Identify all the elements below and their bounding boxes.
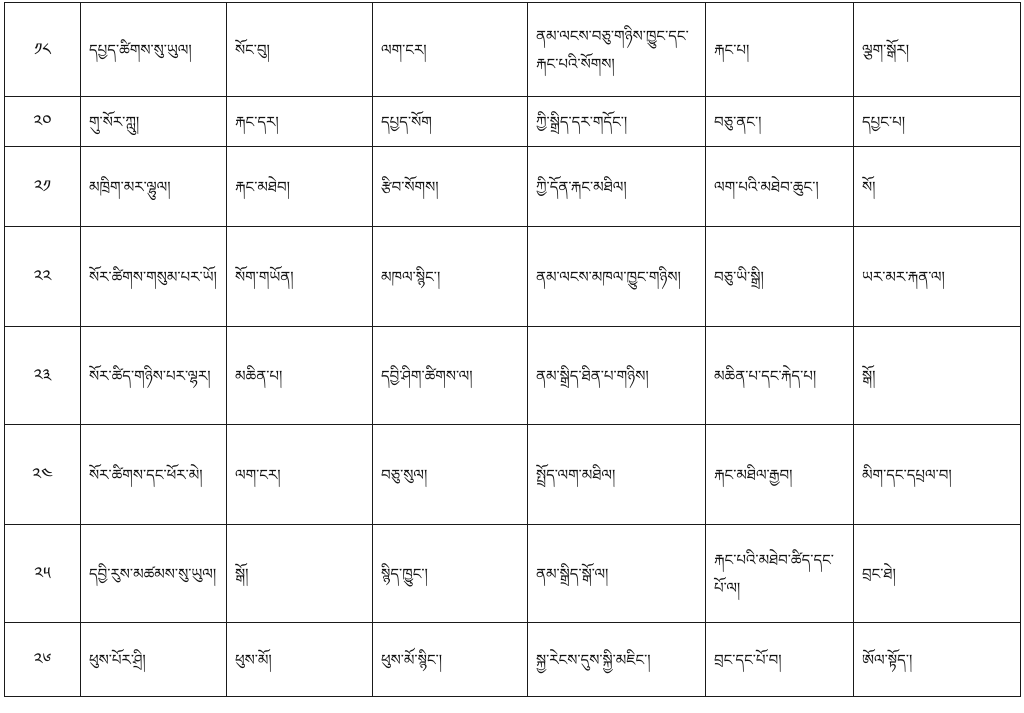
table-cell: ནམ་ལངས་མཁལ་ཁྱུང་གཉིས། bbox=[528, 227, 706, 327]
table-cell: བྲང་ཐེ། bbox=[854, 525, 1021, 623]
row-number-cell: ༢༤ bbox=[5, 425, 81, 525]
table-cell: དཔྱད་སོག bbox=[373, 97, 528, 147]
table-cell: དབྱི་རུས་མཚམས་སུ་ཡུལ། bbox=[81, 525, 227, 623]
table-cell: ཕུས་མོ་སྙིང་། bbox=[373, 623, 528, 697]
table-cell: བྲང་དང་པོ་བ། bbox=[706, 623, 854, 697]
table-cell: སོར་ཚིགས་དང་ཕོར་མེ། bbox=[81, 425, 227, 525]
row-number-cell: ༢༠ bbox=[5, 97, 81, 147]
table-cell: གུ་སོར་ཀླུ། bbox=[81, 97, 227, 147]
table-cell: རྐང་པ། bbox=[706, 3, 854, 97]
row-number-cell: ༡༨ bbox=[5, 3, 81, 97]
table-row bbox=[5, 147, 1021, 227]
row-number-cell: ༢༡ bbox=[5, 147, 81, 227]
table-cell: རྐང་དར། bbox=[227, 97, 373, 147]
table-cell: ལག་ངར། bbox=[373, 3, 528, 97]
table-cell: བཅུ་ནང་། bbox=[706, 97, 854, 147]
table-cell: མཆིན་པ་དང་རྐེད་པ། bbox=[706, 327, 854, 425]
table-cell: སྒོ། bbox=[227, 525, 373, 623]
table-cell: བཅུ་སུལ། bbox=[373, 425, 528, 525]
row-number-cell: ༢༣ bbox=[5, 327, 81, 425]
table-cell: ཡར་མར་རྐན་ལ། bbox=[854, 227, 1021, 327]
table-cell: སྒོ། bbox=[854, 327, 1021, 425]
table-row bbox=[5, 623, 1021, 697]
table-row bbox=[5, 227, 1021, 327]
table-cell: རྩིབ་སོགས། bbox=[373, 147, 528, 227]
table-cell: སོང་བུ། bbox=[227, 3, 373, 97]
table-cell: རྐང་མཐིལ་རྒྱབ། bbox=[706, 425, 854, 525]
table-row bbox=[5, 3, 1021, 97]
table-cell: ཀྱི་སྒྲིད་དར་གདོང་། bbox=[528, 97, 706, 147]
table-cell: སྙིད་ཁྱུང་། bbox=[373, 525, 528, 623]
table-cell: སོར་ཚིད་གཉིས་པར་ལྷར། bbox=[81, 327, 227, 425]
table-cell: ནམ་ལངས་བཅུ་གཉིས་ཁྱུང་དང་རྐང་པའི་སོགས། bbox=[528, 3, 706, 97]
table-cell: སོག་གཡོན། bbox=[227, 227, 373, 327]
table-cell: ཀྱི་དོན་རྐང་མཐིལ། bbox=[528, 147, 706, 227]
table-cell: ནམ་སྒྲིད་སྒོ་ལ། bbox=[528, 525, 706, 623]
table-row bbox=[5, 327, 1021, 425]
table-cell: མཁྲིག་མར་ལྷུལ། bbox=[81, 147, 227, 227]
table-cell: རྐང་མཐེབ། bbox=[227, 147, 373, 227]
table-cell: མཆིན་པ། bbox=[227, 327, 373, 425]
table-cell: ལྕག་སྒོར། bbox=[854, 3, 1021, 97]
table-cell: སྤྲོད་ལག་མཐིལ། bbox=[528, 425, 706, 525]
table-cell: སོར་ཚིགས་གསུམ་པར་ཡོ། bbox=[81, 227, 227, 327]
table-cell: སོ། bbox=[854, 147, 1021, 227]
row-number-cell: ༢༦ bbox=[5, 623, 81, 697]
data-table bbox=[4, 2, 1021, 697]
row-number-cell: ༢༥ bbox=[5, 525, 81, 623]
table-cell: ཨོལ་སྟོད་། bbox=[854, 623, 1021, 697]
table-cell: སྐྱ་རེངས་དུས་སྐྱི་མཇིང་། bbox=[528, 623, 706, 697]
table-cell: བཅུ་ཡི་སྒྲི། bbox=[706, 227, 854, 327]
table-cell: དཔྱད་ཚིགས་སུ་ཡུལ། bbox=[81, 3, 227, 97]
row-number-cell: ༢༢ bbox=[5, 227, 81, 327]
table-cell: དབྱི་ཤིག་ཚིགས་ལ། bbox=[373, 327, 528, 425]
table-cell: དཔྱང་པ། bbox=[854, 97, 1021, 147]
table-row bbox=[5, 525, 1021, 623]
table-cell: མིག་དང་དཔྲལ་བ། bbox=[854, 425, 1021, 525]
table-row bbox=[5, 425, 1021, 525]
table-cell: ཕུས་མོ། bbox=[227, 623, 373, 697]
table-cell: ལག་ངར། bbox=[227, 425, 373, 525]
table-cell: ལག་པའི་མཐེབ་ཆུང་། bbox=[706, 147, 854, 227]
table-cell: ཕུས་པོར་ཤྲི། bbox=[81, 623, 227, 697]
table-row bbox=[5, 97, 1021, 147]
table-cell: མཁལ་སྙིང་། bbox=[373, 227, 528, 327]
table-cell: ནམ་སྒྲིད་ཐིན་པ་གཉིས། bbox=[528, 327, 706, 425]
table-cell: རྐང་པའི་མཐེབ་ཚིད་དང་པོ་ལ། bbox=[706, 525, 854, 623]
